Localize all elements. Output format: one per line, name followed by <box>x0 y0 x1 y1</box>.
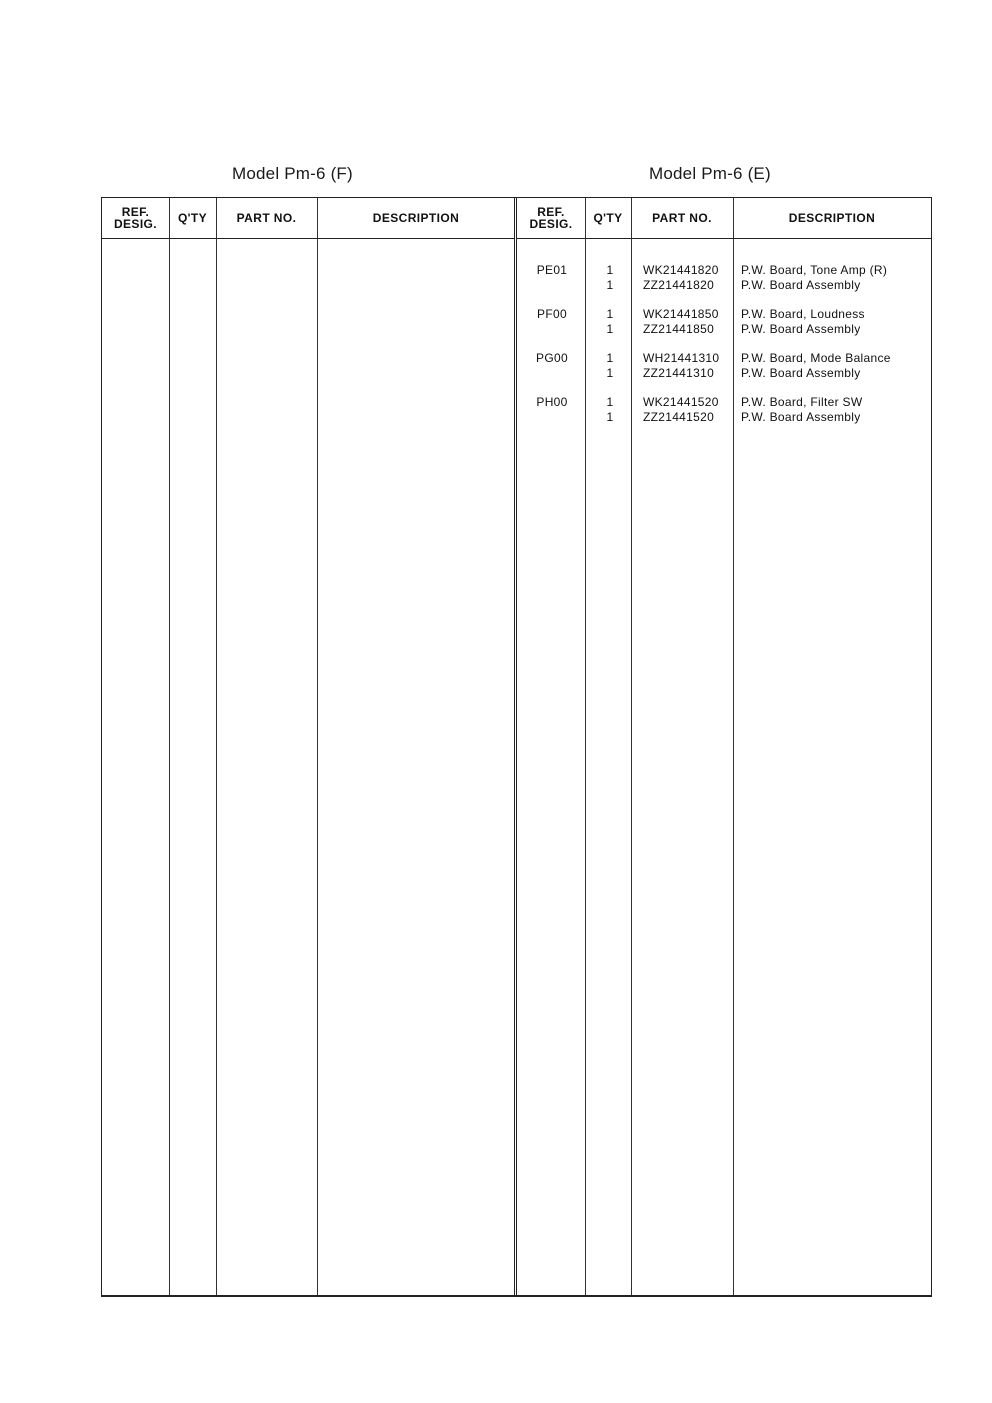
part-no: ZZ21441310 <box>643 366 715 380</box>
qty: 1 <box>606 307 614 321</box>
qty: 1 <box>606 322 614 336</box>
model-title-left: Model Pm-6 (F) <box>232 164 353 183</box>
header-divider <box>102 238 515 239</box>
header-description: DESCRIPTION <box>788 211 876 225</box>
column-divider <box>317 198 318 1295</box>
ref-desig: PE01 <box>536 263 568 277</box>
part-no: ZZ21441850 <box>643 322 715 336</box>
header-divider <box>517 238 931 239</box>
model-title-right: Model Pm-6 (E) <box>649 164 771 183</box>
part-no: WK21441850 <box>643 307 719 321</box>
ref-desig: PH00 <box>536 395 568 409</box>
table-right-half <box>517 198 931 1295</box>
ref-desig: PF00 <box>537 307 567 321</box>
header-qty: Q'TY <box>177 211 208 225</box>
column-divider <box>216 198 217 1295</box>
qty: 1 <box>606 278 614 292</box>
description: P.W. Board Assembly <box>741 322 861 336</box>
header-part-no: PART NO. <box>652 211 712 225</box>
description: P.W. Board, Loudness <box>741 307 865 321</box>
description: P.W. Board, Mode Balance <box>741 351 891 365</box>
qty: 1 <box>606 366 614 380</box>
header-description: DESCRIPTION <box>372 211 460 225</box>
header-ref-desig: REF. DESIG. <box>529 205 573 231</box>
part-no: WK21441520 <box>643 395 719 409</box>
description: P.W. Board, Tone Amp (R) <box>741 263 888 277</box>
column-divider <box>169 198 170 1295</box>
qty: 1 <box>606 410 614 424</box>
parts-list-table <box>101 197 932 1297</box>
header-ref-desig: REF. DESIG. <box>113 205 158 231</box>
description: P.W. Board Assembly <box>741 278 861 292</box>
header-part-no: PART NO. <box>236 211 297 225</box>
qty: 1 <box>606 395 614 409</box>
part-no: ZZ21441820 <box>643 278 715 292</box>
qty: 1 <box>606 351 614 365</box>
description: P.W. Board, Filter SW <box>741 395 863 409</box>
part-no: WH21441310 <box>643 351 720 365</box>
table-left-half <box>102 198 515 1295</box>
description: P.W. Board Assembly <box>741 366 861 380</box>
header-qty: Q'TY <box>593 211 623 225</box>
qty: 1 <box>606 263 614 277</box>
description: P.W. Board Assembly <box>741 410 861 424</box>
ref-desig: PG00 <box>536 351 568 365</box>
part-no: ZZ21441520 <box>643 410 715 424</box>
part-no: WK21441820 <box>643 263 719 277</box>
